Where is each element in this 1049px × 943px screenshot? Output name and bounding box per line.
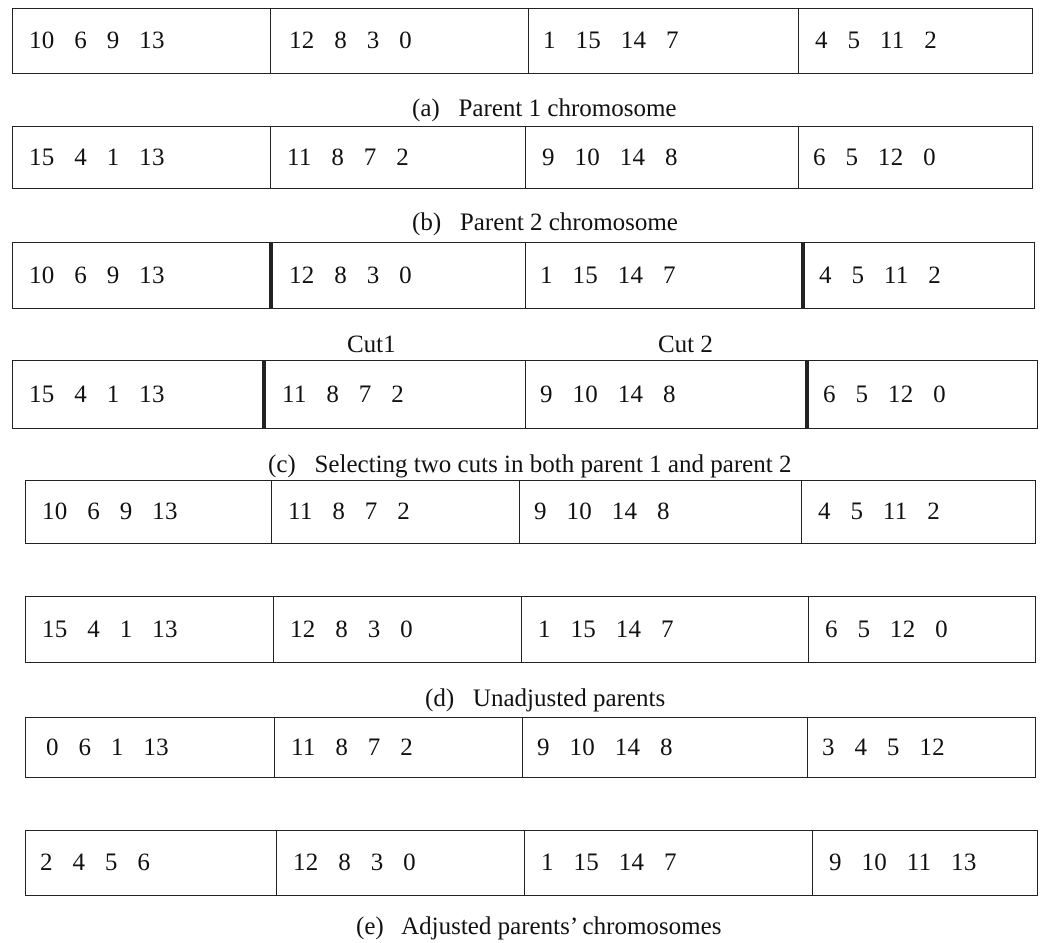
gene-segment: 1 15 14 7 — [524, 831, 812, 895]
gene-segment: 9 10 14 8 — [525, 127, 798, 188]
cut1-label: Cut1 — [347, 331, 396, 358]
caption-c: (c) Selecting two cuts in both parent 1 and parent 2 — [268, 451, 792, 478]
gene-segment: 3 4 5 12 — [807, 718, 1035, 777]
parent1-with-cuts — [12, 242, 1035, 309]
gene-segment: 10 6 9 13 — [29, 27, 165, 54]
parent1-chromosome — [12, 8, 1033, 74]
cut2-label: Cut 2 — [658, 331, 713, 358]
gene-segment: 0 6 1 13 — [46, 733, 169, 761]
gene-segment-cut: 11 8 7 2 — [262, 361, 525, 428]
gene-segment: 11 8 7 2 — [274, 718, 522, 777]
gene-segment: 11 8 7 2 — [271, 481, 519, 543]
gene-segment: 9 10 14 8 — [522, 718, 807, 777]
caption-b: (b) Parent 2 chromosome — [412, 209, 678, 236]
gene-segment: 1 15 14 7 — [528, 9, 798, 73]
adjusted-parent1 — [25, 717, 1036, 778]
gene-segment-cut: 6 5 12 0 — [805, 361, 1037, 428]
gene-segment: 4 5 11 2 — [798, 9, 1032, 73]
caption-d: (d) Unadjusted parents — [425, 685, 666, 712]
gene-segment: 15 4 1 13 — [29, 143, 165, 171]
gene-segment: 4 5 11 2 — [801, 481, 1035, 543]
gene-segment: 1 15 14 7 — [521, 597, 808, 662]
gene-segment: 6 5 12 0 — [808, 597, 1035, 662]
caption-a: (a) Parent 1 chromosome — [412, 95, 677, 122]
unadjusted-parent2 — [25, 596, 1036, 663]
gene-segment: 10 6 9 13 — [29, 261, 165, 289]
parent2-chromosome — [12, 126, 1033, 189]
gene-segment: 6 5 12 0 — [798, 127, 1032, 188]
gene-segment: 12 8 3 0 — [273, 597, 521, 662]
adjusted-parent2 — [25, 830, 1038, 896]
gene-segment: 2 4 5 6 — [40, 849, 151, 876]
unadjusted-parent1 — [25, 480, 1036, 544]
parent2-with-cuts — [12, 360, 1038, 429]
gene-segment: 12 8 3 0 — [270, 9, 528, 73]
gene-segment: 12 8 3 0 — [276, 831, 524, 895]
gene-segment: 15 4 1 13 — [42, 615, 178, 643]
gene-segment: 9 10 14 8 — [525, 361, 805, 428]
gene-segment: 10 6 9 13 — [42, 498, 178, 525]
gene-segment-cut: 4 5 11 2 — [801, 243, 1034, 308]
gene-segment-cut: 12 8 3 0 — [269, 243, 525, 308]
caption-e: (e) Adjusted parents’ chromosomes — [356, 913, 722, 940]
gene-segment: 1 15 14 7 — [525, 243, 801, 308]
gene-segment: 15 4 1 13 — [29, 380, 165, 408]
gene-segment: 11 8 7 2 — [270, 127, 525, 188]
gene-segment: 9 10 11 13 — [812, 831, 1037, 895]
gene-segment: 9 10 14 8 — [519, 481, 801, 543]
